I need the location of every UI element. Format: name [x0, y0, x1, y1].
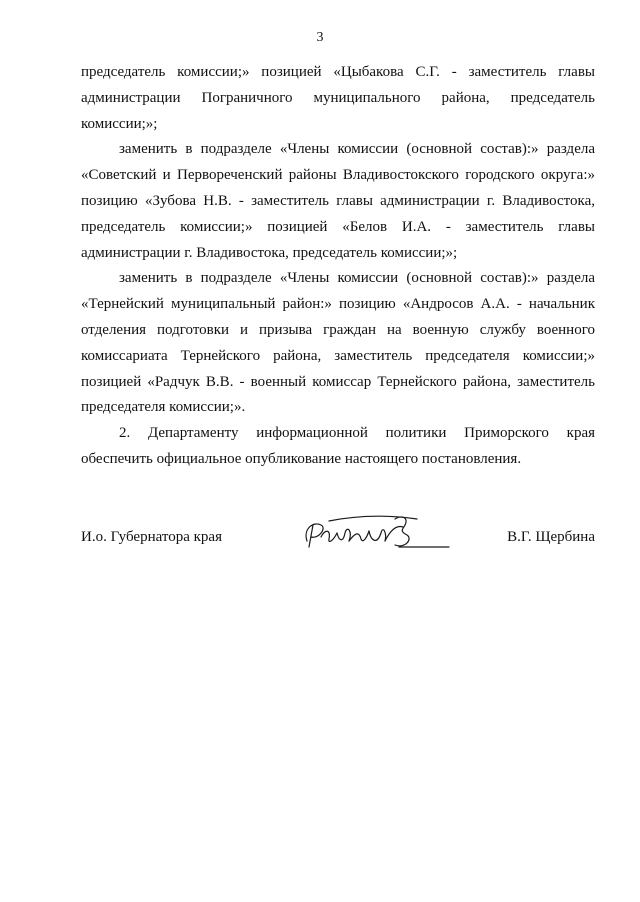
signatory-name: В.Г. Щербина	[507, 529, 595, 545]
signatory-title: И.о. Губернатора края	[81, 529, 222, 545]
paragraph-soviet-district: заменить в подразделе «Члены комиссии (основной состав):» раздела «Советский и Первореченский районы Владивостокского городского округа:» позицию «Зубова Н.В. - заместитель главы администрации г. Владивостока, председатель комиссии;» позицией «Белов И.А. - заместитель главы администрации г. Владивостока, председатель комиссии;»;	[81, 141, 595, 261]
paragraph-terney-district: заменить в подразделе «Члены комиссии (основной состав):» раздела «Тернейский муниципальный район:» позицию «Андросов А.А. - начальник отделения подготовки и призыва граждан на военную службу военного комиссариата Тернейского района, заместитель председателя комиссии;» позицией «Радчук В.В. - военный комиссар Тернейского района, заместитель председателя комиссии;».	[81, 270, 595, 416]
document-body	[81, 60, 595, 473]
paragraph-continuation: председатель комиссии;» позицией «Цыбакова С.Г. - заместитель главы администрации Пограничного муниципального района, председатель комиссии;»;	[81, 64, 595, 132]
handwritten-signature	[299, 511, 459, 557]
signature-block	[81, 527, 595, 549]
paragraph-publication: 2. Департаменту информационной политики Приморского края обеспечить официальное опубликование настоящего постановления.	[81, 425, 595, 467]
page-number: 3	[316, 30, 324, 45]
